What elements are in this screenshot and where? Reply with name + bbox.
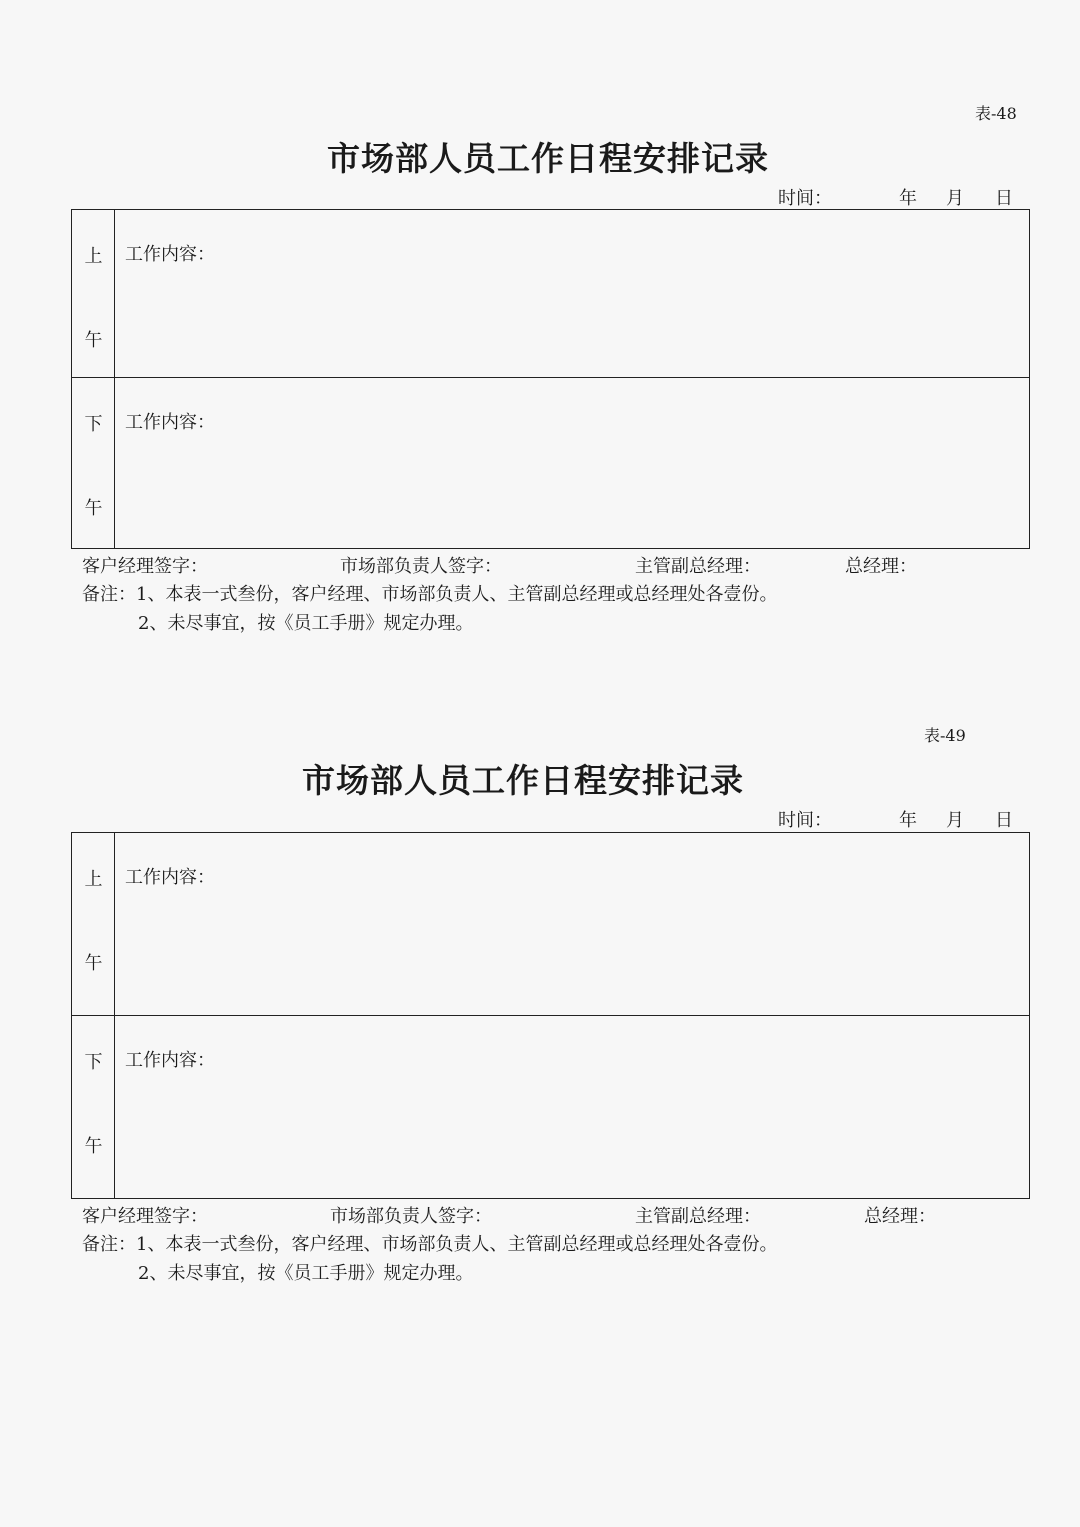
date-day: 日 [995, 810, 1013, 831]
period-char-top: 上 [84, 246, 103, 267]
work-content-field[interactable]: 工作内容： [125, 244, 215, 265]
period-char-top: 下 [84, 1052, 103, 1073]
date-day: 日 [995, 188, 1013, 209]
note-line-1: 备注：1、本表一式叁份，客户经理、市场部负责人、主管副总经理或总经理处各壹份。 [82, 1234, 778, 1255]
period-cell [72, 210, 115, 378]
period-char-bottom: 午 [84, 330, 103, 351]
work-content-field[interactable]: 工作内容： [125, 1050, 215, 1071]
date-label: 时间： [778, 810, 832, 831]
period-cell [72, 833, 115, 1016]
note-line-1: 备注：1、本表一式叁份，客户经理、市场部负责人、主管副总经理或总经理处各壹份。 [82, 584, 778, 605]
date-month: 月 [946, 188, 964, 209]
afternoon-row [72, 1015, 1029, 1198]
schedule-table [71, 209, 1030, 549]
signature-marketing-head[interactable]: 市场部负责人签字： [340, 556, 502, 577]
signature-gm[interactable]: 总经理： [845, 556, 917, 577]
signature-marketing-head[interactable]: 市场部负责人签字： [330, 1206, 492, 1227]
period-cell [72, 378, 115, 548]
signature-account-manager[interactable]: 客户经理签字： [82, 556, 208, 577]
signature-deputy-gm[interactable]: 主管副总经理： [635, 1206, 761, 1227]
period-char-top: 上 [84, 869, 103, 890]
form-title: 市场部人员工作日程安排记录 [302, 761, 744, 800]
signature-gm[interactable]: 总经理： [864, 1206, 936, 1227]
form-code: 表-48 [975, 104, 1017, 123]
work-content-field[interactable]: 工作内容： [125, 412, 215, 433]
note-line-2: 2、未尽事宜，按《员工手册》规定办理。 [138, 1263, 474, 1284]
date-year: 年 [899, 810, 917, 831]
signature-deputy-gm[interactable]: 主管副总经理： [635, 556, 761, 577]
period-cell [72, 1016, 115, 1198]
date-year: 年 [899, 188, 917, 209]
signature-account-manager[interactable]: 客户经理签字： [82, 1206, 208, 1227]
form-code: 表-49 [924, 726, 966, 745]
period-char-top: 下 [84, 414, 103, 435]
period-char-bottom: 午 [84, 953, 103, 974]
schedule-table [71, 832, 1030, 1199]
period-char-bottom: 午 [84, 498, 103, 519]
date-label: 时间： [778, 188, 832, 209]
afternoon-row [72, 377, 1029, 548]
note-line-2: 2、未尽事宜，按《员工手册》规定办理。 [138, 613, 474, 634]
morning-row [72, 833, 1029, 1016]
form-title: 市场部人员工作日程安排记录 [327, 139, 769, 178]
period-char-bottom: 午 [84, 1136, 103, 1157]
morning-row [72, 210, 1029, 378]
work-content-field[interactable]: 工作内容： [125, 867, 215, 888]
date-month: 月 [946, 810, 964, 831]
